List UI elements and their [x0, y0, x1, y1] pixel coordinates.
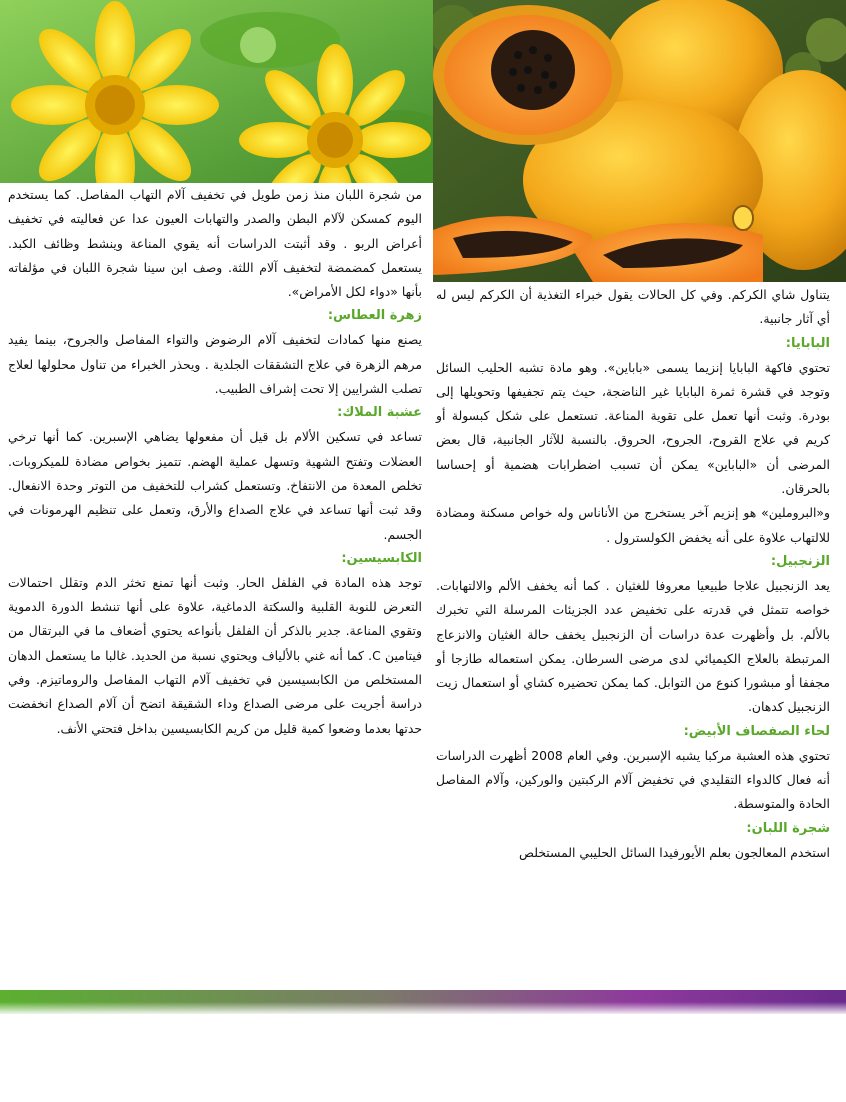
- flowers-illustration: [0, 0, 433, 183]
- willow-bark-paragraph: تحتوي هذه العشبة مركبا يشبه الإسبرين. وفي العام 2008 أظهرت الدراسات أنه فعال كالدواء التقليدي في تخفيض آلام الركبتين والوركين، وآلام المفاصل الحادة والمتوسطة.: [436, 747, 830, 812]
- ginger-heading: الزنجبيل:: [770, 553, 830, 569]
- band-fade: [0, 1002, 846, 1014]
- right-text-column: [436, 283, 830, 865]
- papaya-photo: [433, 0, 846, 282]
- papaya-paragraph-1: تحتوي فاكهة البابايا إنزيما يسمى «باباين». وهو مادة تشبه الحليب السائل وتوجد في قشرة ثمرة البابايا غير الناضجة، حيث يتم تجفيفها وتحويلها إلى بودرة. وثبت أنها تعمل على تقوية المناعة. تستعمل على شكل كبسولة أو كريم في علاج القروح، الجروح، الحروق. بالنسبة للآثار الجانبية، قال بعض المرضى أن «الباباين» يمكن أن تسبب اضطرابات هضمية أو إحساسا بالحرقان.: [436, 359, 830, 497]
- frankincense-heading: شجرة اللبان:: [746, 820, 830, 836]
- willow-bark-heading: لحاء الصفصاف الأبيض:: [683, 723, 830, 739]
- flowers-photo: [0, 0, 433, 183]
- angelica-heading: عشبة الملاك:: [337, 405, 422, 421]
- capsaicin-heading: الكابسيسين:: [341, 550, 422, 566]
- papaya-paragraph-2: و«البروملين» هو إنزيم آخر يستخرج من الأناناس وله خواص مسكنة ومضادة للالتهاب علاوة على أنه يخفض الكولسترول .: [436, 505, 830, 545]
- arnica-heading: زهرة العطاس:: [327, 308, 422, 324]
- turmeric-continuation: يتناول شاي الكركم. وفي كل الحالات يقول خبراء التغذية أن الكركم ليس له أي آثار جانبية.: [436, 287, 830, 327]
- papaya-heading: البابايا:: [785, 335, 830, 351]
- bottom-color-band: [0, 990, 846, 1014]
- capsaicin-paragraph: توجد هذه المادة في الفلفل الحار. وثبت أنها تمنع تخثر الدم وتقلل احتمالات التعرض للنوبة القلبية والسكتة الدماغية، علاوة على أنها تنشط الدورة الدموية وتقوي المناعة. جدير بالذكر أن الفلفل بأنواعه يحتوي أضعاف ما في البرتقال من فيتامين C. كما أنه غني بالألياف ويحتوي نسبة من الحديد. غالبا ما يستعمل الدهان المستخلص من الكابسيسين في تخفيف آلام التهاب المفاصل والروماتيزم. وفي دراسة أجريت على مرضى الصداع وداء الشقيقة اتضح أن آلام الصداع انخفضت حدتها بعدما وضعوا كمية قليل من كريم الكابسيسين بداخل فتحتي الأنف.: [8, 574, 422, 736]
- frankincense-paragraph-cont: من شجرة اللبان منذ زمن طويل في تخفيف آلام التهاب المفاصل. كما يستخدم اليوم كمسكن لآلام البطن والصدر والتهابات العيون عدا عن فعاليته في تخفيف أعراض الربو . وقد أثبتت الدراسات أنه يقوي المناعة وينشط وظائف الكبد. يستعمل كمضمضة لتخفيف آلام اللثة. وصف ابن سينا شجرة اللبان في مؤلفاته بأنها «دواء لكل الأمراض».: [8, 187, 422, 300]
- frankincense-paragraph-start: استخدم المعالجون بعلم الأيورفيدا السائل الحليبي المستخلص: [519, 844, 830, 860]
- arnica-paragraph: يصنع منها كمادات لتخفيف آلام الرضوض والتواء المفاصل والجروح، بينما يفيد مرهم الزهرة في علاج التشققات الجلدية . ويحذر الخبراء من تناول محلولها لعلاج تصلب الشرايين إلا تحت إشراف الطبيب.: [8, 332, 422, 397]
- papaya-illustration: [433, 0, 846, 282]
- angelica-paragraph: تساعد في تسكين الألام بل قيل أن مفعولها يضاهي الإسبرين. كما أنها ترخي العضلات وتفتح الشهية وتسهل عملية الهضم. تتميز بخواص مضادة للميكروبات. تخلص المعدة من الانتفاخ. وتستعمل كشراب للتخفيف من التوتر وحدة الانفعال. وقد ثبت أنها تساعد في علاج الصداع والأرق، وتعمل على تنظيم الهرمونات في الجسم.: [8, 429, 422, 542]
- left-text-column: [8, 183, 422, 741]
- ginger-paragraph: يعد الزنجبيل علاجا طبيعيا معروفا للغثيان . كما أنه يخفف الألم والالتهابات. خواصه تتمثل في قدرته على تخفيض عدد الجزيئات المرسلة التي تخبرك بالألم. بل وأظهرت عدة دراسات أن الزنجبيل يخفف حالة الغثيان والانزعاج المرتبطة بالعلاج الكيميائي لدى مرضى السرطان. يمكن استعماله طازجا أو مجففا أو مبشورا كنوع من التوابل. كما يمكن تحضيره كشاي أو استعمال زيت الزنجبيل كدهان.: [436, 577, 830, 715]
